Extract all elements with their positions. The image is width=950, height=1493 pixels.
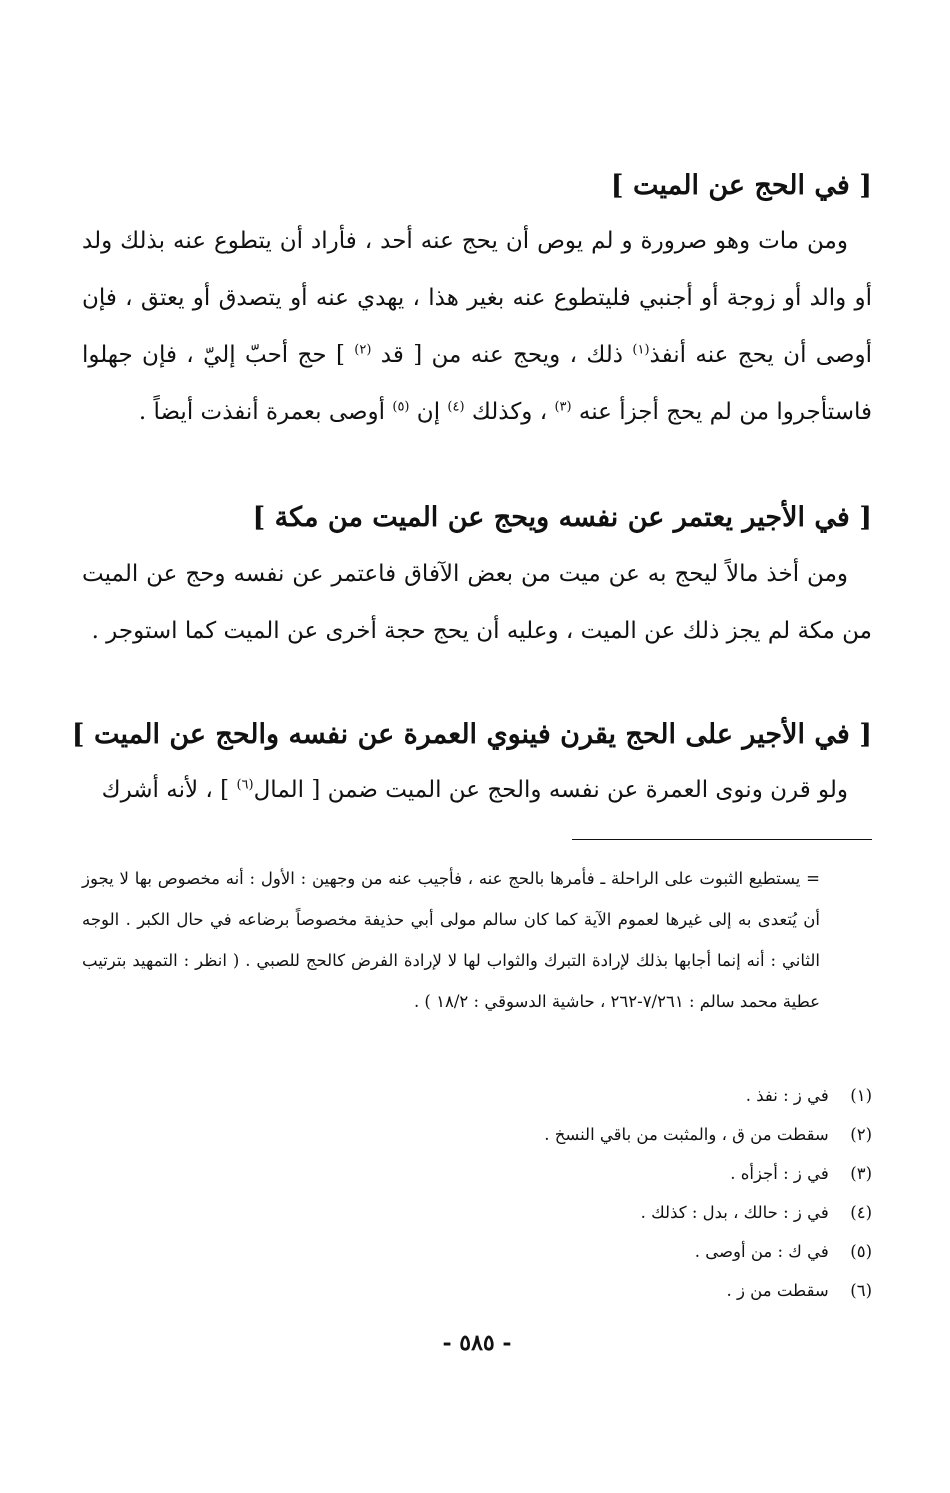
- paragraph-hajj-for-deceased: [82, 213, 872, 441]
- paragraph-text: ] حج أحبّ إليّ ، فإن جهلوا فاستأجروا من لم يحج أجزأ عنه: [82, 342, 872, 425]
- footnote-text: في ك : من أوصى .: [694, 1242, 829, 1261]
- footnote-ref-4: (٤): [447, 399, 465, 415]
- footnote-text: في ز : أجزأه .: [730, 1164, 829, 1183]
- footnote-ref-5: (٥): [392, 399, 410, 415]
- footnote-number: (٣): [850, 1164, 872, 1183]
- footnote-ref-3: (٣): [554, 399, 572, 415]
- footnote-number: (١): [850, 1086, 872, 1105]
- footnote-text: في ز : نفذ .: [745, 1086, 829, 1105]
- paragraph-hired-qiran: [82, 762, 872, 819]
- footnote-divider: [572, 839, 872, 840]
- section-heading-hajj-for-deceased: [ في الحج عن الميت ]: [610, 170, 872, 201]
- footnote-ref-6: (٦): [236, 777, 254, 793]
- footnote-item: [82, 1154, 872, 1193]
- footnote-text: سقطت من ق ، والمثبت من باقي النسخ .: [544, 1125, 829, 1144]
- section-heading-hired-qiran: [ في الأجير على الحج يقرن فينوي العمرة عن نفسه والحج عن الميت ]: [71, 719, 872, 750]
- paragraph-text: ولو قرن ونوى العمرة عن نفسه والحج عن الميت ضمن [ المال: [253, 777, 848, 803]
- footnote-ref-2: (٢): [354, 342, 372, 358]
- footnote-item: [82, 1271, 872, 1310]
- footnote-ref-1: (١): [632, 342, 650, 358]
- paragraph-text: ومن مات وهو صرورة و لم يوص أن يحج عنه أحد ، فأراد أن يتطوع عنه بذلك ولد أو والد أو زوجة أو أجنبي فليتطوع عنه بغير هذا ، يهدي عنه أو يتصدق أو يعتق ، فإن أوصى أن يحج عنه أنفذ: [82, 228, 873, 368]
- footnote-number: (٦): [850, 1281, 872, 1300]
- footnote-item: [82, 1076, 872, 1115]
- paragraph-text: ذلك ، ويحج عنه من [ قد: [371, 342, 633, 368]
- footnote-item: [82, 1193, 872, 1232]
- footnote-text: سقطت من ز .: [726, 1281, 829, 1300]
- paragraph-text: ، وكذلك: [464, 399, 555, 425]
- paragraph-text: إن: [409, 399, 448, 425]
- footnote-number: (٢): [850, 1125, 872, 1144]
- book-page: [71, 0, 873, 1493]
- footnote-number: (٥): [850, 1242, 872, 1261]
- footnote-item: [82, 1232, 872, 1271]
- paragraph-text: ومن أخذ مالاً ليحج به عن ميت من بعض الآفاق فاعتمر عن نفسه وحج عن الميت من مكة لم يجز ذلك عن الميت ، وعليه أن يحج حجة أخرى عن الميت كما استوجر .: [82, 561, 872, 644]
- page-number: - ٥٨٥ -: [442, 1330, 512, 1356]
- paragraph-text: ] ، لأنه أشرك: [101, 777, 237, 803]
- paragraph-hired-umrah-from-makkah: [82, 546, 872, 660]
- section-heading-hired-umrah-from-makkah: [ في الأجير يعتمر عن نفسه ويحج عن الميت من مكة ]: [252, 502, 872, 533]
- footnote-list: [82, 1076, 872, 1310]
- footnote-item: [82, 1115, 872, 1154]
- footnote-text: في ز : حالك ، بدل : كذلك .: [640, 1203, 829, 1222]
- footnote-number: (٤): [850, 1203, 872, 1222]
- paragraph-text: أوصى بعمرة أنفذت أيضاً .: [138, 399, 393, 425]
- footnote-continuation: = يستطيع الثبوت على الراحلة ـ فأمرها بالحج عنه ، فأجيب عنه من وجهين : الأول : أنه مخصوص بها لا يجوز أن يُتعدى به إلى غيرها لعموم الآية كما كان سالم مولى أبي حذيفة مخصوصاً برضاعه في حال الكبر . الوجه الثاني : أنه إنما أجابها بذلك لإرادة التبرك والثواب لها لا لإرادة الفرض كالحج للصبي . ( انظر : التمهيد بترتيب عطية محمد سالم : ٧/٢٦١-٢٦٢ ، حاشية الدسوقي : ١٨/٢ ) .: [82, 869, 820, 1011]
